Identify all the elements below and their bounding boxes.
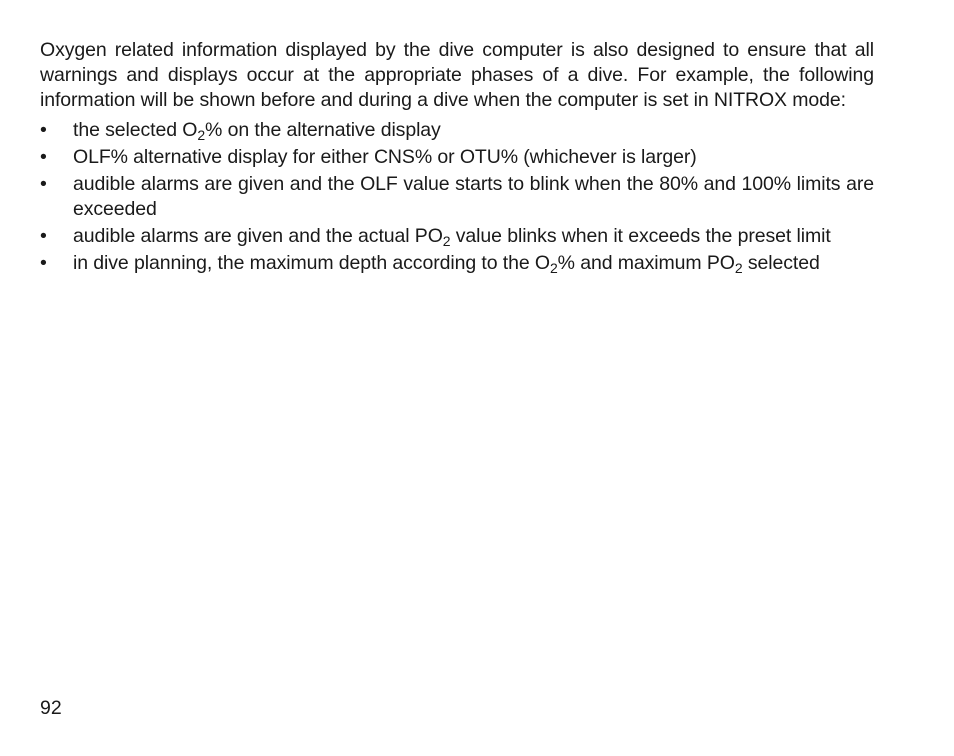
bullet-text: the selected $O_2\%$ on the alternative display: [73, 119, 441, 143]
list-item: [40, 172, 874, 222]
list-item: [40, 118, 874, 143]
bullet-text: audible alarms are given and the actual $PO_2$ value blinks when it exceeds the preset limit: [73, 225, 831, 249]
list-item: [40, 145, 874, 170]
bullet-text: audible alarms are given and the OLF value starts to blink when the 80% and 100% limits are exceeded: [73, 173, 874, 220]
bullet-dot: •: [40, 252, 47, 274]
intro-paragraph: Oxygen related information displayed by the dive computer is also designed to ensure that all warnings and displays occur at the appropriate phases of a dive. For example, the following information will be shown before and during a dive when the computer is set in NITROX mode:: [40, 39, 874, 111]
bullet-text: in dive planning, the maximum depth according to the $O_2\%$ and maximum $PO_2$ selected: [73, 252, 820, 276]
list-item: [40, 224, 874, 249]
bullet-list: [40, 118, 874, 276]
bullet-dot: •: [40, 119, 47, 141]
bullet-dot: •: [40, 173, 47, 195]
bullet-dot: •: [40, 225, 47, 247]
bullet-dot: •: [40, 146, 47, 168]
list-item: [40, 251, 874, 276]
document-page: [40, 38, 874, 278]
page-number: 92: [40, 697, 62, 719]
bullet-text: OLF% alternative display for either CNS% or OTU% (whichever is larger): [73, 146, 697, 168]
